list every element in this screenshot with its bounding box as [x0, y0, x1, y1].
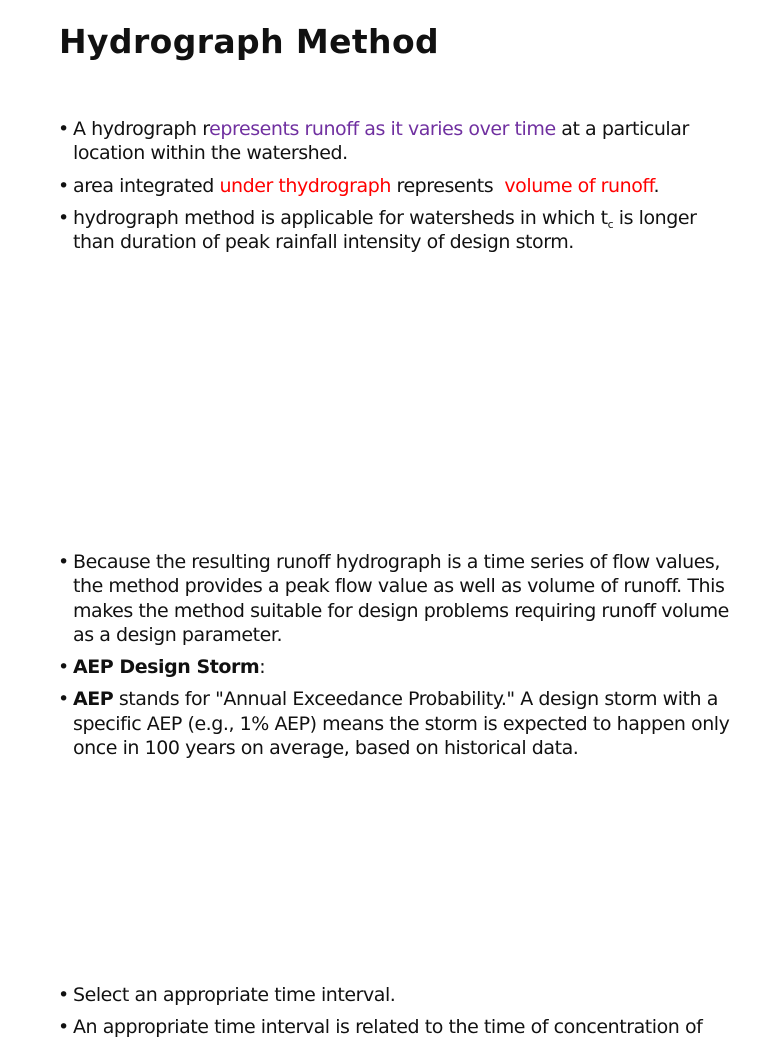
bullet-text: .: [653, 174, 660, 197]
bullet-icon: •: [58, 206, 69, 229]
bullet-item: [58, 550, 730, 647]
bullet-item: [58, 206, 730, 255]
bullet-icon: •: [58, 551, 69, 573]
page-title: Hydrograph Method: [59, 22, 440, 61]
bullet-item: [58, 1015, 730, 1039]
bullet-item: [58, 174, 730, 198]
bullet-list-method: [58, 550, 730, 768]
bullet-icon: •: [58, 1016, 69, 1039]
bullet-text: at a particular location within the watershed.: [73, 118, 689, 165]
bullet-icon: •: [58, 688, 69, 711]
bullet-text: stands for "Annual Exceedance Probability." A design storm with a specific AEP (e.g., 1% AEP) means the storm is expected to happen only once in 100 years on average, based on historical data.: [73, 688, 730, 760]
bullet-text: is longer than duration of peak rainfall intensity of design storm.: [73, 206, 697, 254]
bullet-item: [58, 655, 730, 679]
bullet-item: [58, 687, 730, 760]
highlight-text: epresents runoff as it varies over time: [209, 118, 556, 140]
bold-term: AEP: [73, 688, 114, 711]
bullet-list-steps: [58, 983, 730, 1048]
subscript-text: c: [607, 217, 614, 231]
bullet-icon: •: [58, 118, 69, 140]
bullet-text: represents: [390, 174, 505, 197]
bold-term: AEP Design Storm: [73, 656, 260, 679]
bullet-list-intro: [58, 117, 730, 262]
highlight-text: under thydrograph: [219, 174, 391, 197]
bullet-icon: •: [58, 174, 69, 197]
bullet-item: [58, 983, 730, 1007]
bullet-icon: •: [58, 656, 69, 679]
bullet-text: hydrograph method is applicable for watersheds in which t: [73, 206, 608, 229]
bullet-text: Because the resulting runoff hydrograph is a time series of flow values, the method provides a peak flow value as well as volume of runoff. This makes the method suitable for design problems requiring runoff volume as a design parameter.: [73, 551, 729, 646]
highlight-text: volume of runoff: [504, 174, 654, 197]
bullet-text: A hydrograph r: [73, 118, 210, 140]
bullet-text: :: [259, 656, 266, 679]
bullet-icon: •: [58, 984, 69, 1006]
bullet-text: An appropriate time interval is related to the time of concentration of: [73, 1016, 703, 1039]
bullet-text: Select an appropriate time interval.: [73, 984, 396, 1006]
bullet-text: area integrated: [73, 174, 220, 197]
bullet-item: [58, 117, 730, 166]
